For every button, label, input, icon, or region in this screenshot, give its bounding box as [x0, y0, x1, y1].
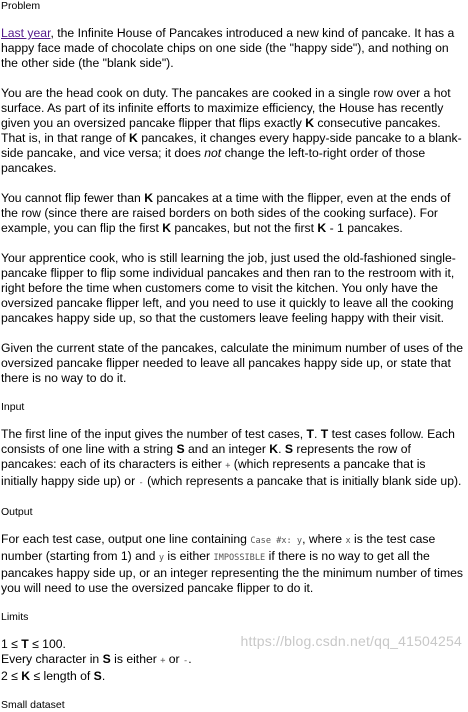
input-heading: Input	[1, 401, 25, 413]
last-year-link[interactable]: Last year	[1, 26, 51, 40]
problem-heading: Problem	[1, 0, 41, 12]
output-paragraph: For each test case, output one line containing Case #x: y, where x is the test case number (starting from 1) and y is either IMPOSSIBLE if there is no way to get all the pancakes happy side up, or an integer representing the the minimum number of times you will need to use the oversized pancake flipper to do it.	[1, 532, 464, 595]
problem-paragraph-2: You are the head cook on duty. The pancakes are cooked in a single row over a hot surface. As part of its infinite efforts to maximize efficiency, the House has recently given you an oversized pancake flipper that flips exactly K consecutive pancakes. That is, in that range of K pancakes, it changes every happy-side pancake to a blank-side pancake, and vice versa; it does not change the left-to-right order of those pancakes.	[1, 86, 462, 175]
small-dataset-heading: Small dataset	[1, 699, 65, 711]
input-paragraph: The first line of the input gives the number of test cases, T. T test cases follow. Each consists of one line with a string S and an integer K. S represents the row of pancakes: each of its characters is either + (which represents a pancake that is initially happy side up) or - (which represents a pancake that is initially blank side up).	[1, 427, 462, 488]
limit-k: 2 ≤ K ≤ length of S.	[1, 669, 106, 683]
limits-heading: Limits	[1, 611, 29, 623]
output-heading: Output	[1, 506, 33, 518]
problem-paragraph-5: Given the current state of the pancakes, calculate the minimum number of uses of the oversized pancake flipper needed to leave all pancakes happy side up, or state that there is no way to do it.	[1, 341, 464, 385]
problem-paragraph-4: Your apprentice cook, who is still learning the job, just used the old-fashioned single-pancake flipper to flip some individual pancakes and then ran to the restroom with it, right before the time when customers come to visit the kitchen. You only have the oversized pancake flipper left, and you need to use it quickly to leave all the cooking pancakes happy side up, so that the customers leave feeling happy with their visit.	[1, 251, 456, 325]
limit-s-chars: Every character in S is either + or -.	[1, 652, 192, 666]
problem-paragraph-1: Last year, the Infinite House of Pancakes introduced a new kind of pancake. It has a happy face made of chocolate chips on one side (the "happy side"), and nothing on the other side (the "blank side").	[1, 26, 455, 70]
limit-t: 1 ≤ T ≤ 100.	[1, 637, 66, 651]
watermark-url: https://blog.csdn.net/qq_41504254	[240, 633, 462, 649]
problem-paragraph-3: You cannot flip fewer than K pancakes at a time with the flipper, even at the ends of the row (since there are raised borders on both sides of the cooking surface). For example, you can flip the first K pancakes, but not the first K - 1 pancakes.	[1, 191, 451, 235]
